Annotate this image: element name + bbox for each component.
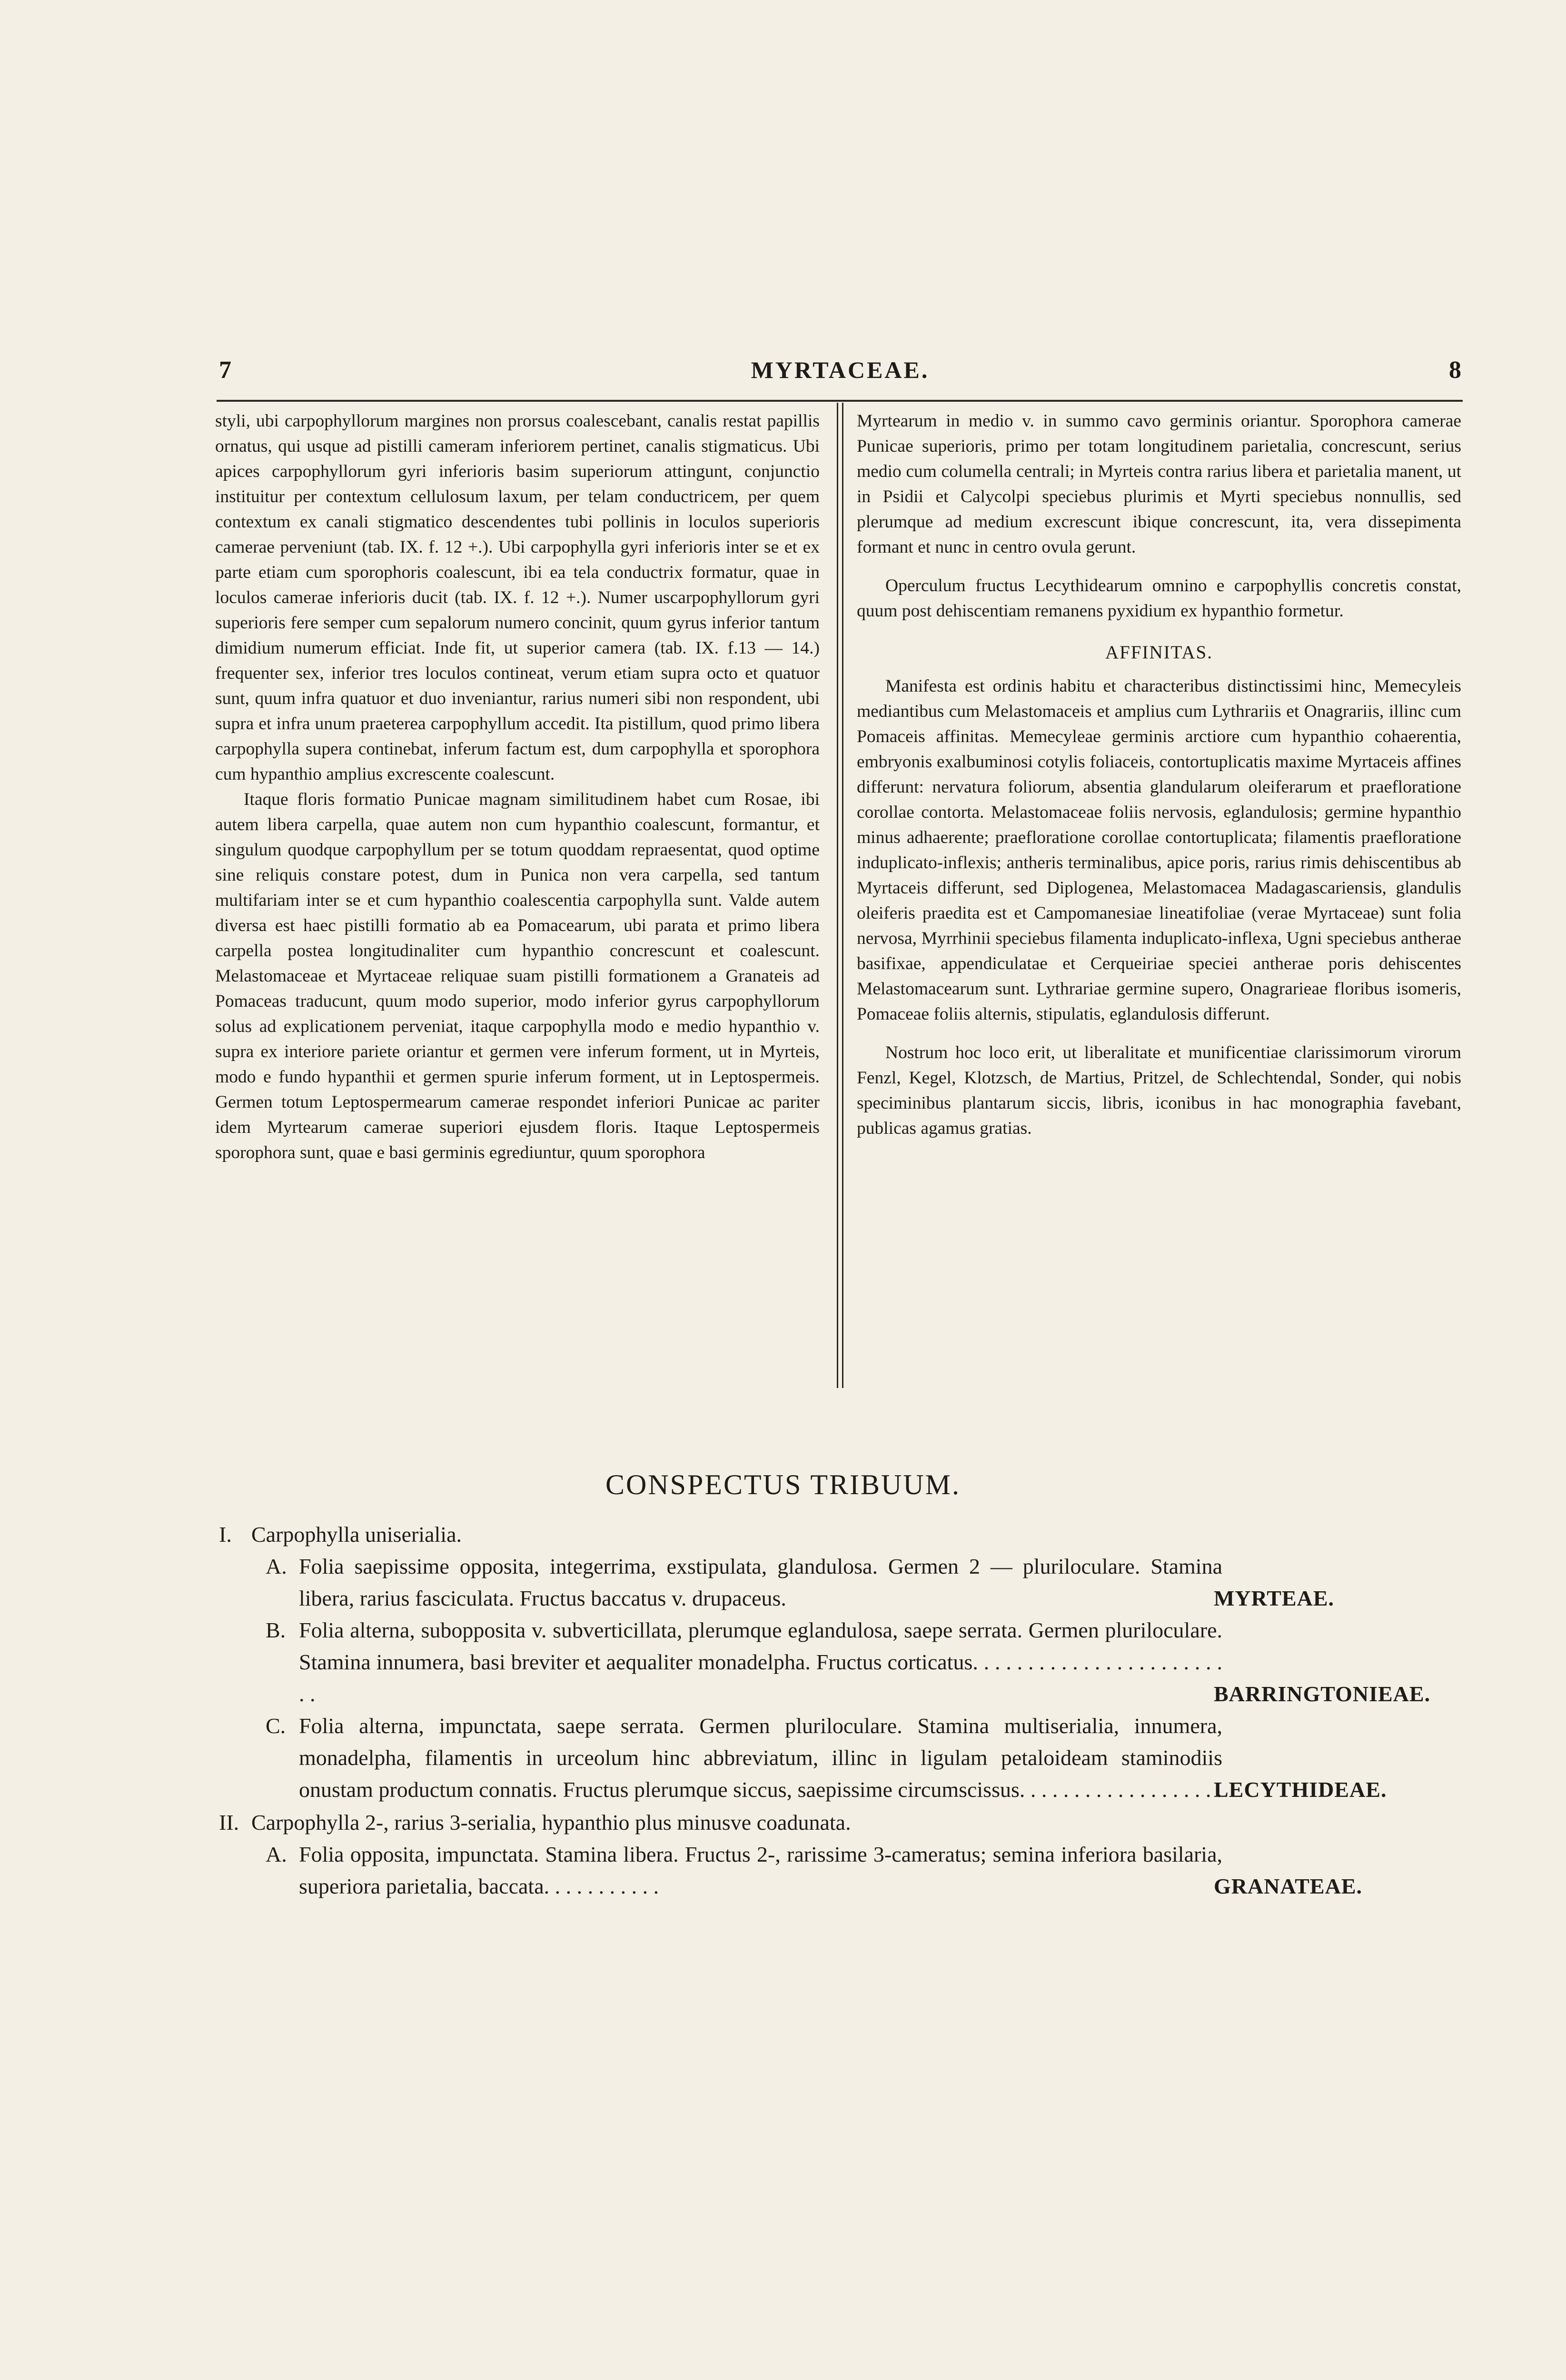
tribe-name: MYRTEAE. [1214,1586,1335,1610]
running-title: MYRTACEAE. [751,357,930,383]
right-paragraph-2: Operculum fructus Lecythidearum omnino e carpophyllis concretis constat, quum post dehiscentiam remanens pyxidium ex hypanthio formetur. [857,576,1461,621]
group-row [219,1806,1476,1838]
header-rule [217,400,1463,402]
entry-letter: A. [266,1554,287,1578]
entry-text: Folia saepissime opposita, integerrima, exstipulata, glandulosa. Germen 2 — pluriloculare. Stamina libera, rarius fasciculata. Fructus baccatus v. drupaceus. [299,1554,1222,1610]
key-entry [219,1614,1476,1710]
group-row [219,1518,1476,1550]
right-paragraph-4: Nostrum hoc loco erit, ut liberalitate et munificentiae clarissimorum virorum Fenzl, Kegel, Klotzsch, de Martius, Pritzel, de Schlechtendal, Sonder, qui nobis speciminibus plantarum siccis, libris, iconibus in hac monographia favebant, publicas agamus gratias. [857,1043,1461,1138]
entry-text: Folia opposita, impunctata. Stamina libera. Fructus 2-, rarissime 3-cameratus; semina inferiora basilaria, superiora parietalia, baccata. . . . . . . . . . . [299,1842,1222,1898]
left-paragraph-1: styli, ubi carpophyllorum margines non prorsus coalescebant, canalis restat papillis ornatus, qui usque ad pistilli cameram inferiorem pertinet, canalis stigmaticus. Ubi apices carpophyllorum gyri inferioris basim superiorum attingunt, conjunctio instituitur per contextum cellulosum laxum, per telam conductricem, per quem contextum ex canali stigmatico descendentes tubi pollinis in loculos superioris camerae perveniunt (tab. IX. f. 12 +.). Ubi carpophylla gyri inferioris inter se et ex parte etiam cum sporophoris coalescunt, ibi ea tela conductrix formatur, quae in loculos camerae inferioris ducit (tab. IX. f. 12 +.). Numer uscarpophyllorum gyri superioris fere semper cum sepalorum numero concinit, quum gyrus inferior tantum dimidium numerum efficiat. Inde fit, ut superior camera (tab. IX. f.13 — 14.) frequenter sex, inferior tres loculos contineat, verum etiam supra octo et quatuor sunt, quum infra quatuor et duo inveniantur, rarius numeri sibi non respondent, ubi supra et infra unum praeterea carpophyllum accedit. Ita pistillum, quod primo libera carpophylla supera continebat, inferum factum est, dum carpophylla et sporophora cum hypanthio amplius excrescente coalescunt. [215,411,820,784]
group-number: I. [219,1522,232,1547]
entry-letter: B. [266,1618,286,1642]
right-column [857,408,1461,1141]
page-number-right: 8 [1449,357,1461,384]
entry-letter: C. [266,1714,286,1738]
entry-letter: A. [266,1842,287,1866]
tribe-name: BARRINGTONIEAE. [1214,1682,1431,1706]
group-label: Carpophylla 2-, rarius 3-serialia, hypanthio plus minusve coadunata. [251,1810,851,1835]
tribe-name: LECYTHIDEAE. [1214,1777,1387,1802]
right-paragraph-3: Manifesta est ordinis habitu et characteribus distinctissimi hinc, Memecyleis mediantibus cum Melastomaceis et amplius cum Lythrariis et Onagrariis, illinc cum Pomaceis affinitas. Memecyleae germinis arctiore cum hypanthio cohaerentia, embryonis exalbuminosi cotylis foliaceis, contortuplicatis maxime Myrtaceis affines differunt: nervatura foliorum, absentia glandularum oleiferarum et praefloratione corollae contorta. Melastomaceae foliis nervosis, eglandulosis; germine hypanthio minus adhaerente; praefloratione corollae contortuplicata; filamentis praefloratione induplicato-inflexis; antheris terminalibus, apice poris, rarius rimis dehiscentibus ab Myrtaceis differunt, sed Diplogenea, Melastomacea Madagascariensis, glandulis oleiferis praedita est et Campomanesiae lineatifoliae (verae Myrtaceae) sunt folia nervosa, Myrrhinii speciebus filamenta induplicato-inflexa, Ugni speciebus antherae basifixae, appendiculatae et Cerqueiriae speciei antherae poris dehiscentes Melastomacearum sunt. Lythrariae germine supero, Onagrarieae floribus isomeris, Pomaceae foliis alternis, stipulatis, eglandulosis differunt. [857,676,1461,1024]
key-entry [219,1550,1476,1614]
affinitas-heading: AFFINITAS. [1105,642,1213,663]
key-entry [219,1710,1476,1805]
column-separator [837,403,843,1388]
tribe-key [219,1518,1476,1902]
page-number-left: 7 [219,357,231,384]
key-entry [219,1838,1476,1902]
group-label: Carpophylla uniserialia. [251,1522,462,1547]
running-header [219,356,1461,394]
entry-text: Folia alterna, subopposita v. subverticillata, plerumque eglandulosa, saepe serrata. Germen pluriloculare. Stamina innumera, basi breviter et aequaliter monadelpha. Fructus corticatus. . . . . . . . . . . . . . . . . . . . . . . . . [299,1618,1222,1706]
entry-text: Folia alterna, impunctata, saepe serrata. Germen pluriloculare. Stamina multiserialia, innumera, monadelpha, filamentis in urceolum hinc abbreviatum, illinc in ligulam petaloideam staminodiis onustam productum connatis. Fructus plerumque siccus, saepissime circumscissus. . . . . . . . . . . . . . . . . . . [299,1714,1222,1802]
left-paragraph-2: Itaque floris formatio Punicae magnam similitudinem habet cum Rosae, ibi autem libera carpella, quae autem non cum hypanthio coalescunt, formantur, et singulum quodque carpophyllum per se totum quoddam repraesentat, quod optime sine reliquis constare potest, dum in Punica non vera carpella, sed tantum multifariam inter se et cum hypanthio coalescentia carpophylla sunt. Valde autem diversa est haec pistilli formatio ab ea Pomacearum, ubi parata et primo libera carpella postea longitudinaliter cum hypanthio concrescunt et coalescunt. Melastomaceae et Myrtaceae reliquae suam pistilli formationem a Granateis ad Pomaceas traducunt, quum modo superior, modo inferior gyrus carpophyllorum solus ad explicationem perveniat, itaque carpophylla modo e medio hypanthio v. supra ex interiore pariete oriantur et germen vere inferum forment, ut in Myrteis, modo e fundo hypanthii et germen spurie inferum forment, ut in Leptospermeis. Germen totum Leptospermearum camerae respondet inferiori Punicae ac pariter idem Myrtearum camerae superiori ejusdem floris. Itaque Leptospermeis sporophora sunt, quae e basi germinis egrediuntur, quum sporophora [215,790,820,1162]
tribe-name: GRANATEAE. [1214,1874,1363,1898]
left-column [215,408,820,1165]
group-number: II. [219,1810,239,1835]
right-paragraph-1: Myrtearum in medio v. in summo cavo germinis oriantur. Sporophora camerae Punicae superioris, primo per totam longitudinem parietalia, concrescunt, serius medio cum columella centrali; in Myrteis contra rarius libera et parietalia manent, ut in Psidii et Calycolpi speciebus plurimis et Myrti speciebus nonnullis, sed plerumque ad medium excrescunt ibique concrescunt, ita, vera dissepimenta formant et nunc in centro ovula gerunt. [857,411,1461,557]
conspectus-title: CONSPECTUS TRIBUUM. [605,1469,961,1500]
